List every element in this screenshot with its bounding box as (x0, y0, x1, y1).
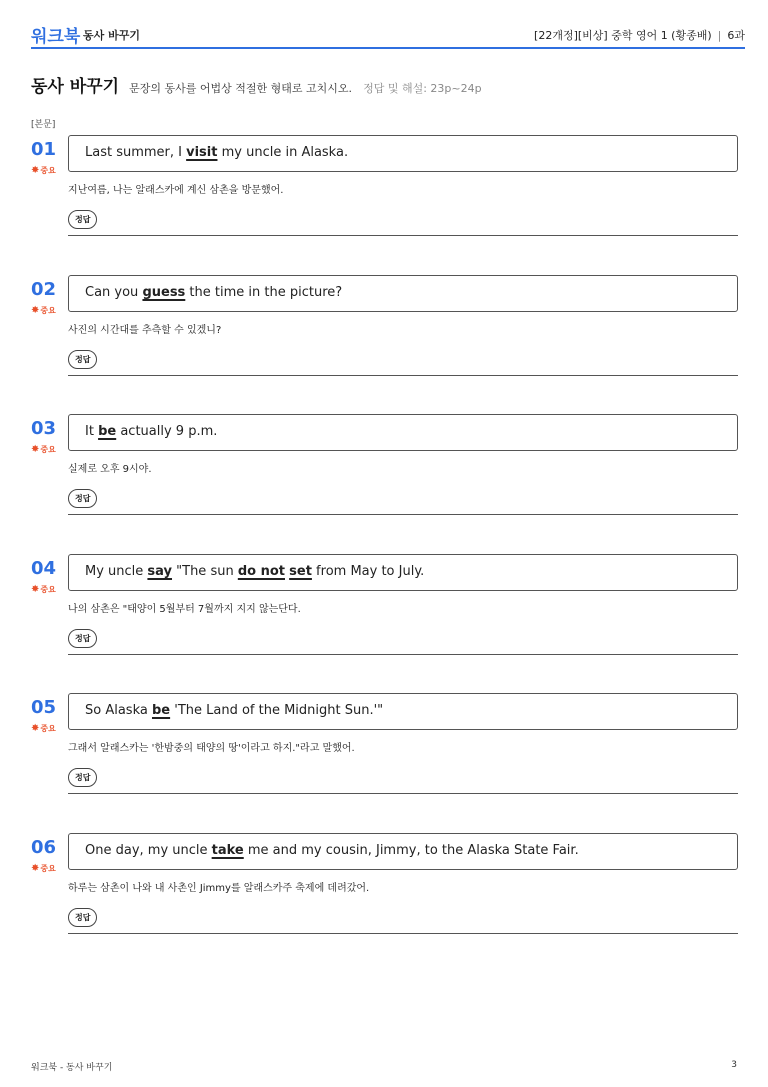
answer-button[interactable]: 정답 (68, 350, 97, 369)
item-number: 01 (31, 139, 57, 160)
important-badge (31, 723, 56, 734)
burst-icon: ✸ (31, 863, 40, 874)
sentence-box (68, 275, 738, 312)
sentence-box (68, 414, 738, 451)
translation: 하루는 삼촌이 나와 내 사촌인 Jimmy를 알래스카주 축제에 데려갔어. (68, 883, 370, 894)
page-title: 동사 바꾸기 (31, 77, 120, 97)
translation: 지난여름, 나는 알래스카에 계신 삼촌을 방문했어. (68, 185, 284, 196)
sentence-box (68, 135, 738, 172)
answer-button[interactable]: 정답 (68, 768, 97, 787)
burst-icon: ✸ (31, 305, 40, 316)
sentence-text: me and my cousin, Jimmy, to the Alaska State Fair. (243, 843, 579, 858)
exercise-item (31, 693, 745, 795)
target-verb: do not (237, 564, 285, 579)
answer-button[interactable]: 정답 (68, 489, 97, 508)
title-row (31, 72, 745, 96)
sentence-text: my uncle in Alaska. (217, 145, 349, 160)
item-number: 02 (31, 279, 57, 300)
target-verb: set (289, 564, 312, 579)
course-info (534, 27, 745, 43)
burst-icon: ✸ (31, 444, 40, 455)
answer-reference: 정답 및 해설: 23p~24p (363, 82, 482, 95)
important-badge (31, 584, 56, 595)
instruction-text: 문장의 동사를 어법상 적절한 형태로 고치시오. (129, 82, 352, 95)
page-header (31, 22, 745, 49)
sentence-text: It (85, 424, 99, 439)
exercise-item (31, 414, 745, 516)
item-number: 06 (31, 837, 57, 858)
sentence-text: from May to July. (311, 564, 425, 579)
item-number: 03 (31, 418, 57, 439)
section-label: [본문] (31, 120, 56, 130)
page-number: 3 (731, 1060, 737, 1070)
sentence-text: One day, my uncle (85, 843, 212, 858)
badge-label: 중요 (40, 585, 56, 594)
burst-icon: ✸ (31, 584, 40, 595)
exercise-item (31, 275, 745, 377)
badge-label: 중요 (40, 864, 56, 873)
exercise-item (31, 135, 745, 237)
sentence-box (68, 693, 738, 730)
burst-icon: ✸ (31, 723, 40, 734)
important-badge (31, 863, 56, 874)
sentence-text: the time in the picture? (185, 285, 343, 300)
important-badge (31, 305, 56, 316)
exercise-item (31, 554, 745, 656)
brand-subtitle: 동사 바꾸기 (83, 29, 140, 42)
header-separator: | (717, 29, 722, 42)
badge-label: 중요 (40, 724, 56, 733)
sentence-text: Can you (85, 285, 143, 300)
translation: 사진의 시간대를 추측할 수 있겠니? (68, 325, 222, 336)
brand-logo: 워크북 (31, 27, 81, 47)
burst-icon: ✸ (31, 165, 40, 176)
answer-line[interactable] (68, 235, 738, 236)
answer-line[interactable] (68, 514, 738, 515)
important-badge (31, 444, 56, 455)
sentence-box (68, 833, 738, 870)
answer-line[interactable] (68, 933, 738, 934)
answer-button[interactable]: 정답 (68, 908, 97, 927)
target-verb: visit (186, 145, 218, 160)
sentence-box (68, 554, 738, 591)
sentence-text: 'The Land of the Midnight Sun.'" (170, 703, 384, 718)
course-name: [22개정][비상] 중학 영어 1 (황종배) (534, 29, 712, 42)
translation: 그래서 알래스카는 '한밤중의 태양의 땅'이라고 하지."라고 말했어. (68, 743, 355, 754)
answer-line[interactable] (68, 793, 738, 794)
answer-button[interactable]: 정답 (68, 210, 97, 229)
exercise-item (31, 833, 745, 935)
sentence-text: Last summer, I (85, 145, 187, 160)
item-number: 05 (31, 697, 57, 718)
sentence-text: actually 9 p.m. (116, 424, 218, 439)
sentence-text: My uncle (85, 564, 148, 579)
item-number: 04 (31, 558, 57, 579)
answer-button[interactable]: 정답 (68, 629, 97, 648)
sentence-text: So Alaska (85, 703, 152, 718)
target-verb: be (151, 703, 171, 718)
translation: 나의 삼촌은 "태양이 5월부터 7월까지 지지 않는단다. (68, 604, 301, 615)
target-verb: take (211, 843, 244, 858)
answer-line[interactable] (68, 375, 738, 376)
badge-label: 중요 (40, 445, 56, 454)
important-badge (31, 165, 56, 176)
translation: 실제로 오후 9시야. (68, 464, 152, 475)
target-verb: be (98, 424, 117, 439)
footer-title: 워크북 - 동사 바꾸기 (31, 1063, 113, 1073)
target-verb: guess (142, 285, 186, 300)
lesson-label: 6과 (727, 29, 745, 42)
badge-label: 중요 (40, 306, 56, 315)
answer-line[interactable] (68, 654, 738, 655)
target-verb: say (147, 564, 173, 579)
badge-label: 중요 (40, 166, 56, 175)
sentence-text: "The sun (172, 564, 238, 579)
